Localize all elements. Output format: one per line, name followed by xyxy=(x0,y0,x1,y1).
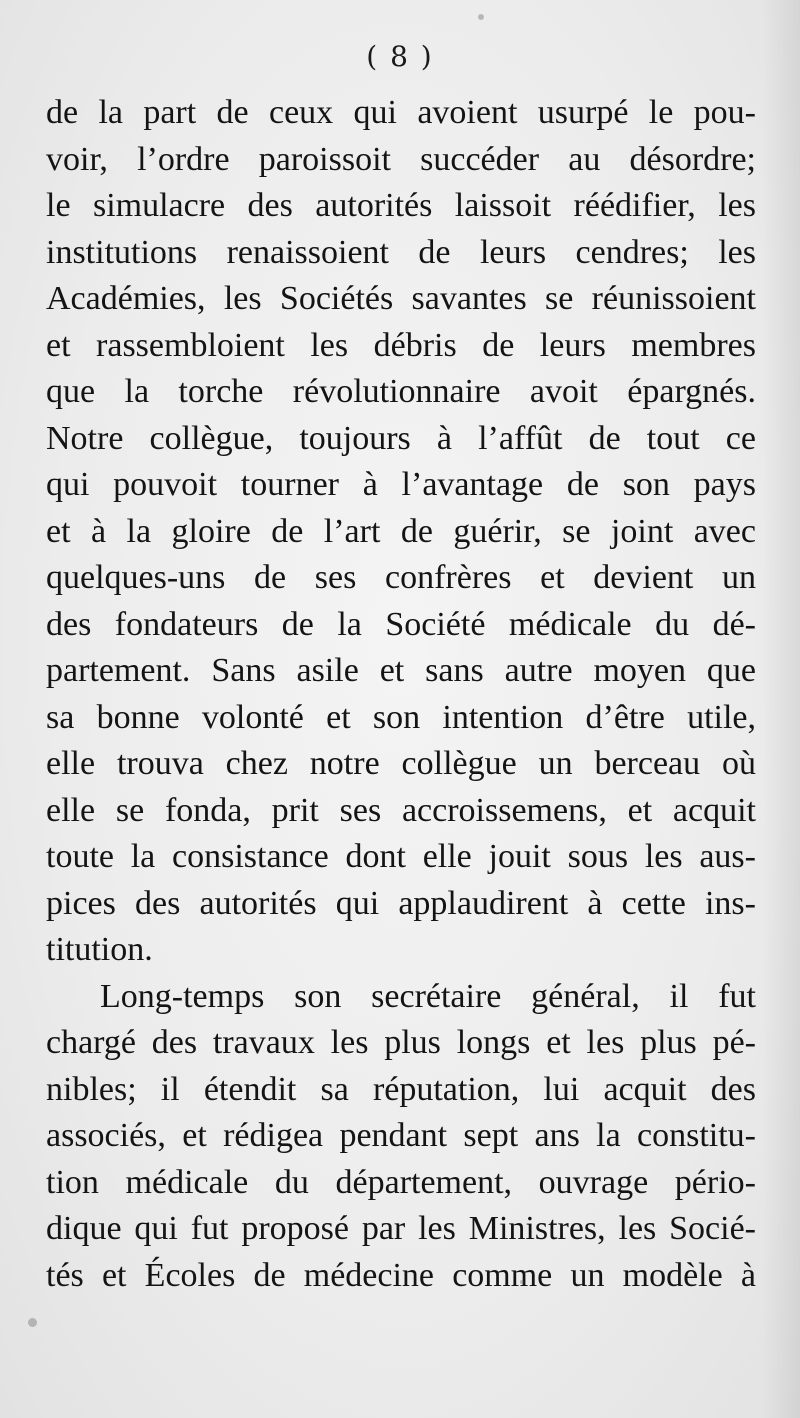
text-line: tés et Écoles de médecine comme un modèle à xyxy=(46,1256,756,1294)
text-line: partement. Sans asile et sans autre moyen que xyxy=(46,652,756,689)
paragraph-end-line: titution. xyxy=(46,931,153,968)
body-text xyxy=(46,90,756,1299)
text-line: voir, l’ordre paroissoit succéder au désordre; xyxy=(46,140,756,178)
text-line: elle se fonda, prit ses accroissemens, et acquit xyxy=(46,791,756,829)
text-line: quelques-uns de ses confrères et devient un xyxy=(46,559,756,596)
page-number: ( 8 ) xyxy=(366,40,434,73)
ink-speck xyxy=(28,1318,37,1327)
text-line: sa bonne volonté et son intention d’être utile, xyxy=(46,698,756,736)
text-line: pices des autorités qui applaudirent à cette ins- xyxy=(46,884,756,922)
text-line: nibles; il étendit sa réputation, lui acquit des xyxy=(46,1070,756,1108)
ink-speck xyxy=(478,14,484,20)
text-line: chargé des travaux les plus longs et les plus pé- xyxy=(46,1024,756,1061)
text-line: le simulacre des autorités laissoit réédifier, les xyxy=(46,187,756,224)
paragraph-start-line: Long-temps son secrétaire général, il fut xyxy=(100,977,756,1015)
text-line: institutions renaissoient de leurs cendres; les xyxy=(46,233,756,271)
ink-speck xyxy=(520,1280,524,1284)
text-line: tion médicale du département, ouvrage pério- xyxy=(46,1163,756,1201)
text-line: des fondateurs de la Société médicale du dé- xyxy=(46,605,756,643)
text-line: elle trouva chez notre collègue un berceau où xyxy=(46,745,756,782)
text-line: et à la gloire de l’art de guérir, se joint avec xyxy=(46,512,756,550)
text-line: Notre collègue, toujours à l’affût de tout ce xyxy=(46,419,756,457)
text-line: toute la consistance dont elle jouit sous les aus- xyxy=(46,838,756,875)
text-line: qui pouvoit tourner à l’avantage de son pays xyxy=(46,466,756,503)
text-line: associés, et rédigea pendant sept ans la constitu- xyxy=(46,1117,756,1154)
page-edge-shadow xyxy=(762,0,800,1418)
text-line: Académies, les Sociétés savantes se réunissoient xyxy=(46,280,756,317)
text-line: de la part de ceux qui avoient usurpé le pou- xyxy=(46,94,756,131)
text-line: et rassembloient les débris de leurs membres xyxy=(46,326,756,364)
text-line: que la torche révolutionnaire avoit épargnés. xyxy=(46,373,756,410)
text-line: dique qui fut proposé par les Ministres, les Socié- xyxy=(46,1210,756,1247)
